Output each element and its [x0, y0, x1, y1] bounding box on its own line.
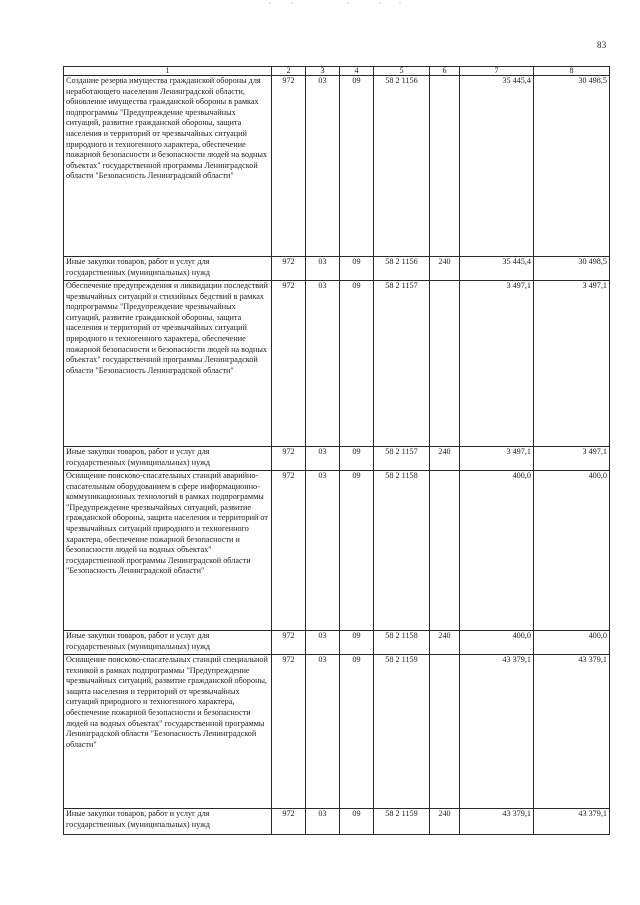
- cell-target-item: 58 2 1157: [374, 447, 430, 471]
- cell-amount-1: 43 379,1: [460, 655, 534, 809]
- cell-section: 03: [306, 631, 340, 655]
- table-row: [64, 76, 610, 257]
- cell-subsection: 09: [340, 76, 374, 257]
- cell-expense-type: [430, 471, 460, 631]
- cell-ministry-code: 972: [272, 655, 306, 809]
- cell-subsection: 09: [340, 471, 374, 631]
- cell-target-item: 58 2 1159: [374, 809, 430, 835]
- cell-section: 03: [306, 471, 340, 631]
- column-header: 1: [64, 67, 272, 76]
- cell-target-item: 58 2 1159: [374, 655, 430, 809]
- cell-ministry-code: 972: [272, 631, 306, 655]
- column-header: 7: [460, 67, 534, 76]
- cell-amount-1: 3 497,1: [460, 447, 534, 471]
- cell-amount-1: 400,0: [460, 631, 534, 655]
- cell-expense-type: 240: [430, 257, 460, 281]
- row-description: Создание резерва имущества гражданской обороны для неработающего населения Ленинградской области, обновление имущества гражданской обороны в рамках подпрограммы "Предупреждение чрезвычайных ситуаций, развитие гражданской обороны, защита населения и территорий от чрезвычайных ситуаций природного и техногенного характера, обеспечение пожарной безопасности и безопасности людей на водных объектах" государственной программы Ленинградской области "Безопасность Ленинградской области": [64, 76, 272, 257]
- cell-section: 03: [306, 76, 340, 257]
- cell-subsection: 09: [340, 655, 374, 809]
- cell-subsection: 09: [340, 631, 374, 655]
- table-row: [64, 655, 610, 809]
- cell-expense-type: 240: [430, 631, 460, 655]
- cell-ministry-code: 972: [272, 809, 306, 835]
- column-header: 5: [374, 67, 430, 76]
- row-description: Иные закупки товаров, работ и услуг для государственных (муниципальных) нужд: [64, 631, 272, 655]
- cell-target-item: 58 2 1158: [374, 471, 430, 631]
- table-row: [64, 257, 610, 281]
- table-row: [64, 281, 610, 447]
- scan-artifact-dots: [230, 0, 430, 6]
- cell-ministry-code: 972: [272, 471, 306, 631]
- cell-expense-type: 240: [430, 447, 460, 471]
- cell-target-item: 58 2 1156: [374, 257, 430, 281]
- cell-section: 03: [306, 281, 340, 447]
- cell-amount-2: 30 498,5: [534, 257, 610, 281]
- cell-section: 03: [306, 447, 340, 471]
- cell-amount-1: 3 497,1: [460, 281, 534, 447]
- cell-subsection: 09: [340, 281, 374, 447]
- page-number: 83: [597, 40, 607, 50]
- cell-subsection: 09: [340, 809, 374, 835]
- cell-expense-type: [430, 281, 460, 447]
- cell-target-item: 58 2 1158: [374, 631, 430, 655]
- row-description: Иные закупки товаров, работ и услуг для государственных (муниципальных) нужд: [64, 447, 272, 471]
- budget-table: [63, 66, 610, 835]
- column-header: 4: [340, 67, 374, 76]
- cell-amount-2: 400,0: [534, 631, 610, 655]
- cell-target-item: 58 2 1157: [374, 281, 430, 447]
- table-row: [64, 809, 610, 835]
- cell-section: 03: [306, 809, 340, 835]
- cell-amount-1: 400,0: [460, 471, 534, 631]
- cell-amount-2: 3 497,1: [534, 447, 610, 471]
- column-header: 6: [430, 67, 460, 76]
- cell-ministry-code: 972: [272, 281, 306, 447]
- row-description: Обеспечение предупреждения и ликвидации последствий чрезвычайных ситуаций и стихийных бедствий в рамках подпрограммы "Предупреждение чрезвычайных ситуаций, развитие гражданской обороны, защита населения и территорий от чрезвычайных ситуаций природного и техногенного характера, обеспечение пожарной безопасности и безопасности людей на водных объектах" государственной программы Ленинградской области "Безопасность Ленинградской области": [64, 281, 272, 447]
- cell-ministry-code: 972: [272, 257, 306, 281]
- column-header: 8: [534, 67, 610, 76]
- row-description: Иные закупки товаров, работ и услуг для государственных (муниципальных) нужд: [64, 809, 272, 835]
- cell-amount-2: 43 379,1: [534, 655, 610, 809]
- cell-expense-type: [430, 655, 460, 809]
- cell-subsection: 09: [340, 447, 374, 471]
- cell-subsection: 09: [340, 257, 374, 281]
- cell-ministry-code: 972: [272, 447, 306, 471]
- cell-amount-1: 35 445,4: [460, 76, 534, 257]
- cell-amount-2: 43 379,1: [534, 809, 610, 835]
- cell-amount-2: 30 498,5: [534, 76, 610, 257]
- cell-amount-1: 43 379,1: [460, 809, 534, 835]
- row-description: Оснащение поисково-спасательных станций специальной техникой в рамках подпрограммы "Предупреждение чрезвычайных ситуаций, развитие гражданской обороны, защита населения и территорий от чрезвычайных ситуаций природного и техногенного характера, обеспечение пожарной безопасности и безопасности людей на водных объектах" государственной программы Ленинградской области "Безопасность Ленинградской области": [64, 655, 272, 809]
- cell-section: 03: [306, 257, 340, 281]
- cell-amount-2: 3 497,1: [534, 281, 610, 447]
- column-header: 3: [306, 67, 340, 76]
- column-number-row: [64, 67, 610, 76]
- cell-ministry-code: 972: [272, 76, 306, 257]
- row-description: Иные закупки товаров, работ и услуг для государственных (муниципальных) нужд: [64, 257, 272, 281]
- cell-expense-type: 240: [430, 809, 460, 835]
- cell-section: 03: [306, 655, 340, 809]
- cell-amount-2: 400,0: [534, 471, 610, 631]
- table-row: [64, 631, 610, 655]
- row-description: Оснащение поисково-спасательных станций аварийно-спасательным оборудованием в сфере информационно-коммуникационных технологий в рамках подпрограммы "Предупреждение чрезвычайных ситуаций, развитие гражданской обороны, защита населения и территорий от чрезвычайных ситуаций природного и техногенного характера, обеспечение пожарной безопасности и безопасности людей на водных объектах" государственной программы Ленинградской области "Безопасность Ленинградской области": [64, 471, 272, 631]
- table-row: [64, 447, 610, 471]
- cell-amount-1: 35 445,4: [460, 257, 534, 281]
- table-row: [64, 471, 610, 631]
- cell-target-item: 58 2 1156: [374, 76, 430, 257]
- cell-expense-type: [430, 76, 460, 257]
- column-header: 2: [272, 67, 306, 76]
